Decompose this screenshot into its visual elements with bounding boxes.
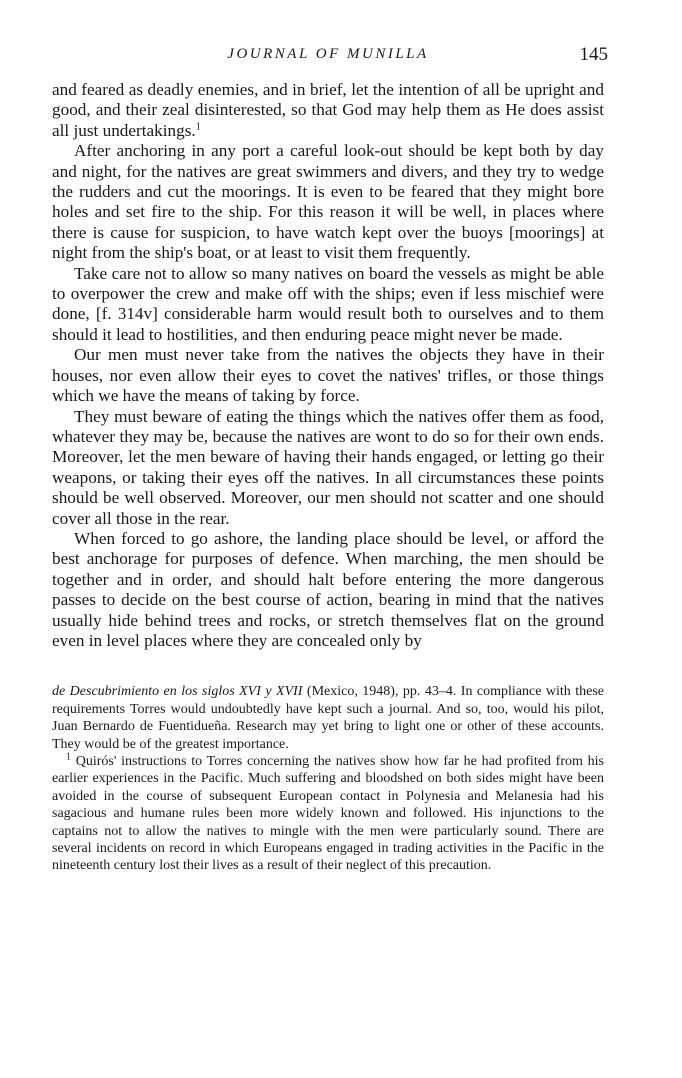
paragraph xyxy=(52,80,604,141)
running-head: JOURNAL OF MUNILLA xyxy=(227,46,429,62)
footnote-text: Quirós' instructions to Torres concerning the natives show how far he had profited from his earlier experiences in the Pacific. Much suffering and bloodshed on both sides might have been avoided in the course of subsequent European contact in Polynesia and Melanesia had his sagacious and humane rules been more widely known and followed. His injunctions to the captains not to allow the natives to mingle with the men were particularly sound. There are several incidents on record in which Europeans engaged in trading activities in the Pacific in the nineteenth century lost their lives as a result of their neglect of this precaution. xyxy=(52,754,604,874)
paragraph: When forced to go ashore, the landing place should be level, or afford the best anchorage for purposes of defence. When marching, the men should be together and in order, and should halt before entering the more dangerous passes to decide on the best course of action, bearing in mind that the natives usually hide behind trees and rocks, or stretch themselves flat on the ground even in level places where they are concealed only by xyxy=(52,528,604,650)
paragraph-text: and feared as deadly enemies, and in brief, let the intention of all be upright and good, and their zeal disinterested, so that God may help them as He does assist all just undertakings. xyxy=(52,80,604,140)
footnote-1 xyxy=(52,753,604,875)
paragraph: Our men must never take from the natives the objects they have in their houses, nor even allow their eyes to covet the natives' trifles, or those things which we have the means of taking by force. xyxy=(52,345,604,406)
page-header xyxy=(52,44,608,70)
footnote-marker: 1 xyxy=(66,751,71,763)
footnote-reference: 1 xyxy=(195,121,201,133)
paragraph: After anchoring in any port a careful look-out should be kept both by day and night, for the natives are great swimmers and divers, and they try to wedge the rudders and cut the moorings. It is even to be feared that they might bore holes and set fire to the ship. For this reason it will be well, in places where there is cause for suspicion, to have watch kept over the buoys [moorings] at night from the ship's boat, or at least to visit them frequently. xyxy=(52,141,604,263)
footnotes xyxy=(52,683,604,874)
cited-title: de Descubrimiento en los siglos XVI y XVII xyxy=(52,684,303,700)
footnote-continuation xyxy=(52,683,604,753)
footnote-text: (Mexico, 1948), pp. 43–4. In compliance with these requirements Torres would undoubtedly have kept such a journal. And so, too, would his pilot, Juan Bernardo de Fuentidueña. Research may yet bring to light one or other of these accounts. They would be of the greatest importance. xyxy=(52,684,605,752)
page-number: 145 xyxy=(579,44,608,65)
book-page xyxy=(52,44,608,875)
body-text xyxy=(52,80,604,651)
paragraph: They must beware of eating the things which the natives offer them as food, whatever they may be, because the natives are wont to do so for their own ends. Moreover, let the men beware of having their hands engaged, or letting go their weapons, or taking their eyes off the natives. In all circumstances these points should be well observed. Moreover, our men should not scatter and one should cover all those in the rear. xyxy=(52,406,604,528)
paragraph: Take care not to allow so many natives on board the vessels as might be able to overpower the crew and make off with the ships; even if less mischief were done, [f. 314v] considerable harm would result both to ourselves and to them should it lead to hostilities, and then enduring peace might never be made. xyxy=(52,263,604,344)
